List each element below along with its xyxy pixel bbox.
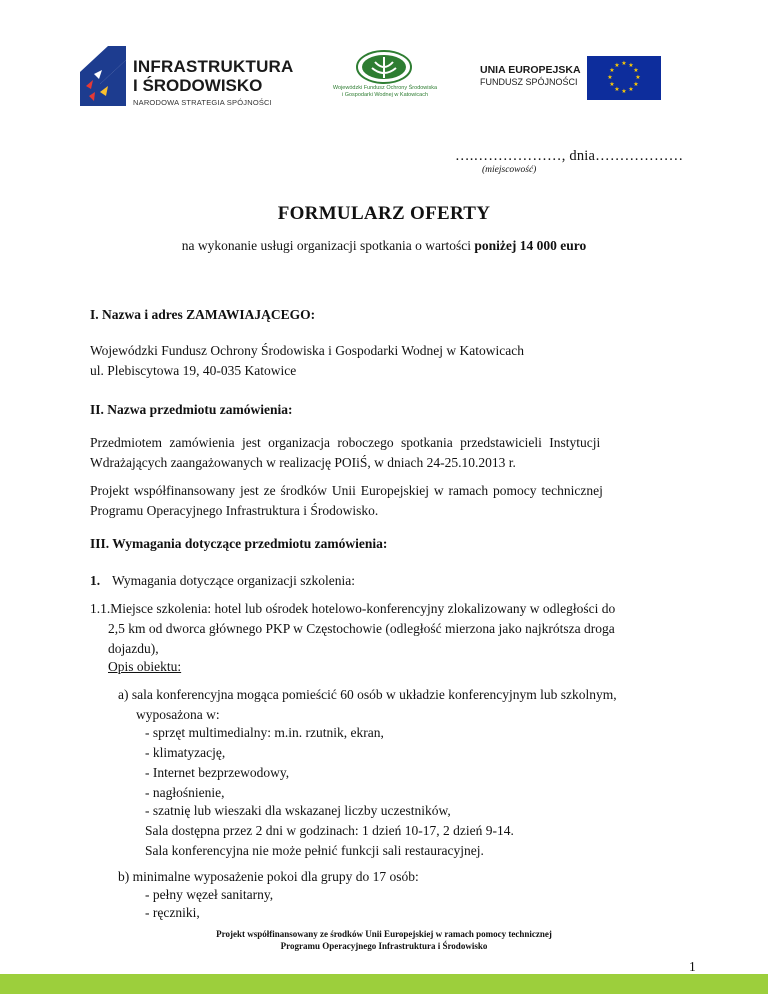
ii-logo-line3: NARODOWA STRATEGIA SPÓJNOŚCI — [133, 98, 272, 107]
section-2-para1-line2: Wdrażających zaangażowanych w realizację POIiŚ, w dniach 24-25.10.2013 r. — [90, 455, 516, 470]
place-label: (miejscowość) — [482, 165, 537, 175]
section-2-para1-line1: Przedmiotem zamówienia jest organizacja roboczego spotkania przedstawicieli Instytucji — [90, 435, 601, 450]
footer-line2: Programu Operacyjnego Infrastruktura i Środowisko — [280, 941, 488, 951]
item-b-list-2: - ręczniki, — [145, 905, 200, 920]
section-3-heading: III. Wymagania dotyczące przedmiotu zamówienia: — [90, 536, 388, 551]
footer-green-bar — [0, 974, 768, 994]
subtitle-bold: poniżej 14 000 euro — [474, 238, 587, 253]
page-number: 1 — [689, 959, 696, 974]
svg-text:★: ★ — [614, 86, 620, 93]
item-a-hours: Sala dostępna przez 2 dni w godzinach: 1 dzień 10-17, 2 dzień 9-14. — [145, 823, 514, 838]
wfosigw-logo — [325, 50, 445, 106]
footer-line1: Projekt współfinansowany ze środków Unii Europejskiej w ramach pomocy technicznej — [216, 929, 552, 939]
wfosigw-line1: Wojewódzki Fundusz Ochrony Środowiska — [332, 85, 438, 91]
svg-text:★: ★ — [621, 60, 627, 67]
item-b-line1: b) minimalne wyposażenie pokoi dla grupy do 17 osób: — [118, 869, 419, 884]
wfosigw-line2: i Gospodarki Wodnej w Katowicach — [341, 92, 429, 98]
item-a-line2: wyposażona w: — [136, 707, 220, 722]
ii-logo-line2: I ŚRODOWISKO — [133, 76, 263, 95]
item-b-list-1: - pełny węzeł sanitarny, — [145, 887, 274, 902]
svg-text:★: ★ — [621, 88, 627, 95]
item-1-number: 1. — [90, 573, 101, 588]
infrastruktura-flag-icon — [80, 46, 126, 106]
svg-text:★: ★ — [633, 67, 639, 74]
ue-logo-line2: FUNDUSZ SPÓJNOŚCI — [480, 77, 578, 87]
ii-logo-line1: INFRASTRUKTURA — [133, 57, 294, 76]
item-a-line1: a) sala konferencyjna mogąca pomieścić 60 osób w układzie konferencyjnym lub szkolnym, — [118, 687, 617, 702]
form-subtitle — [0, 238, 768, 254]
svg-text:★: ★ — [628, 86, 634, 93]
opis-obiektu-label: Opis obiektu: — [108, 659, 182, 674]
svg-text:★: ★ — [614, 62, 620, 69]
svg-text:★: ★ — [635, 74, 641, 81]
wfosigw-emblem-icon — [355, 50, 413, 84]
section-2-heading: II. Nazwa przedmiotu zamówienia: — [90, 402, 293, 417]
item-a-list-3: - Internet bezprzewodowy, — [145, 765, 290, 780]
svg-text:★: ★ — [633, 81, 639, 88]
item-a-list-5: - szatnię lub wieszaki dla wskazanej liczby uczestników, — [145, 803, 451, 818]
item-1-1-line3: dojazdu), — [108, 641, 159, 656]
eu-flag-icon — [587, 56, 661, 100]
section-1-line2: ul. Plebiscytowa 19, 40-035 Katowice — [90, 363, 297, 378]
unia-europejska-logo — [480, 56, 670, 101]
item-a-list-2: - klimatyzację, — [145, 745, 226, 760]
svg-text:★: ★ — [607, 74, 613, 81]
section-1-heading: I. Nazwa i adres ZAMAWIAJĄCEGO: — [90, 307, 316, 322]
subtitle-plain: na wykonanie usługi organizacji spotkania o wartości — [181, 238, 475, 253]
item-1-1-line2: 2,5 km od dworca głównego PKP w Częstochowie (odległość mierzona jako najkrótsza droga — [108, 621, 615, 636]
ue-logo-line1: UNIA EUROPEJSKA — [480, 64, 581, 76]
form-title: FORMULARZ OFERTY — [277, 203, 491, 224]
svg-text:★: ★ — [609, 81, 615, 88]
section-1-line1: Wojewódzki Fundusz Ochrony Środowiska i Gospodarki Wodnej w Katowicach — [90, 343, 525, 358]
item-a-note: Sala konferencyjna nie może pełnić funkcji sali restauracyjnej. — [145, 843, 484, 858]
item-1-text: Wymagania dotyczące organizacji szkolenia: — [112, 573, 355, 588]
item-a-list-1: - sprzęt multimedialny: m.in. rzutnik, ekran, — [145, 725, 384, 740]
section-2-para2-line2: Programu Operacyjnego Infrastruktura i Środowisko. — [90, 503, 379, 518]
infrastruktura-srodowisko-logo — [80, 46, 295, 110]
item-1-1-line1: 1.1.Miejsce szkolenia: hotel lub ośrodek hotelowo-konferencyjny zlokalizowany w odległości do — [90, 601, 616, 616]
section-2-para2-line1: Projekt współfinansowany jest ze środków Unii Europejskiej w ramach pomocy technicznej — [90, 483, 603, 498]
svg-text:★: ★ — [609, 67, 615, 74]
place-date-line: ….………………, dnia……………… — [455, 148, 684, 164]
svg-text:★: ★ — [628, 62, 634, 69]
item-a-list-4: - nagłośnienie, — [145, 785, 225, 800]
